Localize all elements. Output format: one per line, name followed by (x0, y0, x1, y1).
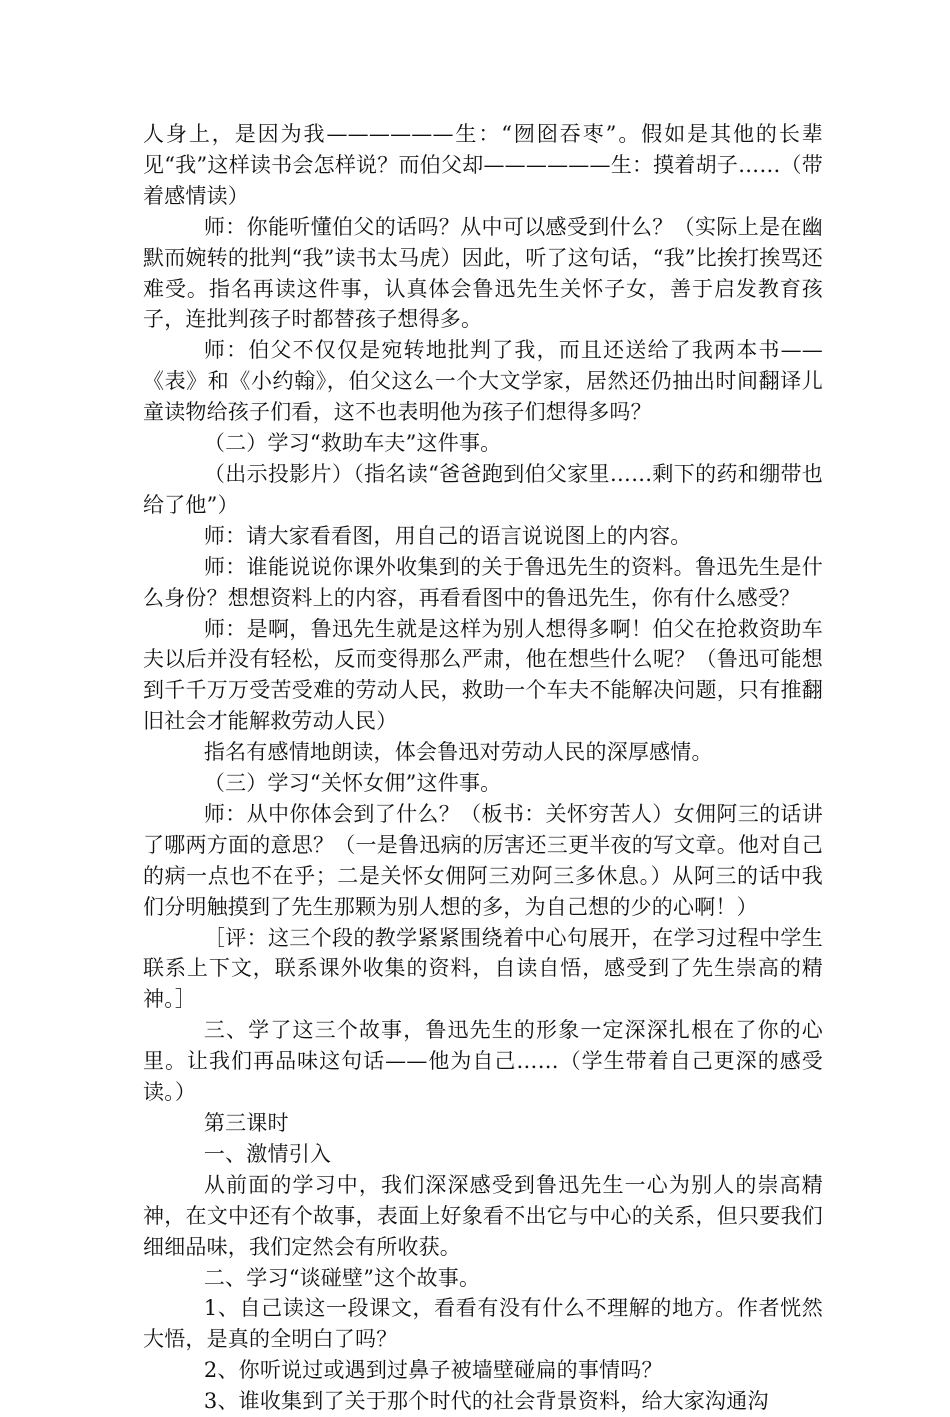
paragraph: （二）学习“救助车夫”这件事。 (203, 431, 502, 456)
paragraph: 从前面的学习中，我们深深感受到鲁迅先生一心为别人的崇高精神，在文中还有个故事，表面上好象看不出它与中心的关系，但只要我们细细品味，我们定然会有所收获。 (143, 1172, 823, 1259)
paragraph: 师：是啊，鲁迅先生就是这样为别人想得多啊！伯父在抢救资助车夫以后并没有轻松，反而变得那么严肃，他在想些什么呢？（鲁迅可能想到千千万万受苦受难的劳动人民，救助一个车夫不能解决问题，只有推翻旧社会才能解救劳动人民） (143, 616, 823, 734)
paragraph: 二、学习“谈碰壁”这个故事。 (203, 1265, 481, 1290)
paragraph: （出示投影片）（指名读“爸爸跑到伯父家里……剩下的药和绷带也给了他”） (143, 461, 823, 517)
paragraph: 1、自己读这一段课文，看看有没有什么不理解的地方。作者恍然大悟，是真的全明白了吗？ (143, 1296, 823, 1352)
paragraph: 师：你能听懂伯父的话吗？从中可以感受到什么？（实际上是在幽默而婉转的批判“我”读书太马虎）因此，听了这句话，“我”比挨打挨骂还难受。指名再读这件事，认真体会鲁迅先生关怀子女，善于启发教育孩子，连批判孩子时都替孩子想得多。 (143, 214, 823, 332)
paragraph: 师：从中你体会到了什么？（板书：关怀穷苦人）女佣阿三的话讲了哪两方面的意思？（一是鲁迅病的厉害还三更半夜的写文章。他对自己的病一点也不在乎；二是关怀女佣阿三劝阿三多休息。）从阿三的话中我们分明触摸到了先生那颗为别人想的多，为自己想的少的心啊！） (143, 801, 823, 919)
paragraph: 师：谁能说说你课外收集到的关于鲁迅先生的资料。鲁迅先生是什么身份？想想资料上的内容，再看看图中的鲁迅先生，你有什么感受？ (143, 554, 823, 610)
paragraph: 人身上，是因为我——————生：“囫囵吞枣”。假如是其他的长辈见“我”这样读书会怎样说？而伯父却——————生：摸着胡子……（带着感情读） (143, 122, 823, 208)
paragraph: 师：请大家看看图，用自己的语言说说图上的内容。 (203, 523, 692, 548)
paragraph: 师：伯父不仅仅是宛转地批判了我，而且还送给了我两本书——《表》和《小约翰》，伯父这么一个大文学家，居然还仍抽出时间翻译儿童读物给孩子们看，这不也表明他为孩子们想得多吗？ (143, 338, 823, 425)
paragraph: ［评：这三个段的教学紧紧围绕着中心句展开，在学习过程中学生联系上下文，联系课外收集的资料，自读自悟，感受到了先生崇高的精神。］ (143, 925, 823, 1012)
paragraph: 三、学了这三个故事，鲁迅先生的形象一定深深扎根在了你的心里。让我们再品味这句话——他为自己……（学生带着自己更深的感受读。） (143, 1018, 823, 1105)
document-body (143, 119, 823, 1417)
paragraph: （三）学习“关怀女佣”这件事。 (203, 771, 502, 796)
paragraph: 3、谁收集到了关于那个时代的社会背景资料，给大家沟通沟 (203, 1389, 769, 1414)
paragraph: 第三课时 (203, 1111, 289, 1135)
paragraph: 2、你听说过或遇到过鼻子被墙壁碰扁的事情吗？ (203, 1358, 663, 1383)
paragraph: 一、激情引入 (203, 1141, 332, 1166)
paragraph: 指名有感情地朗读，体会鲁迅对劳动人民的深厚感情。 (203, 740, 713, 765)
